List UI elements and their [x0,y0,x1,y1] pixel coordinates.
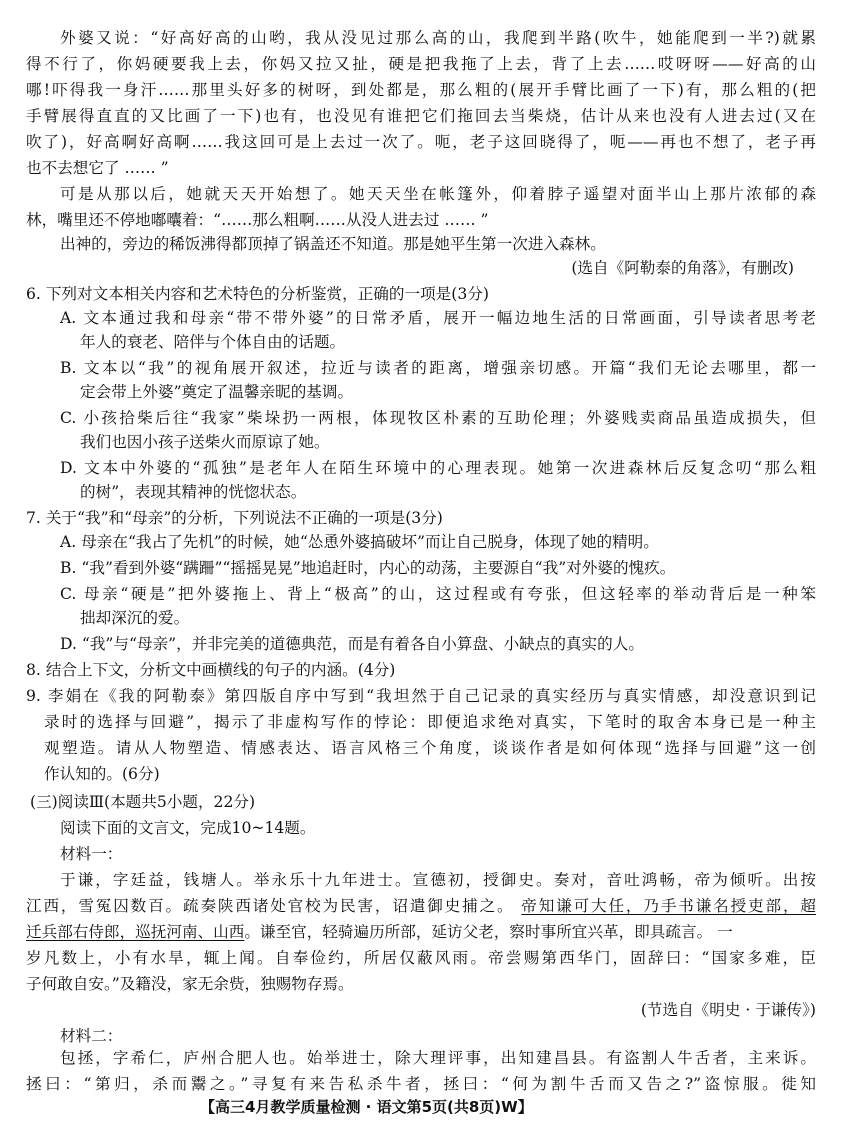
passage-line: 吹了)，好高啊好高啊……我这回可是上去过一次了。呃，老子这回晓得了，呃——再也不想了，老子再 [26,133,816,151]
section-3-intro: 阅读下面的文言文，完成10~14题。 [60,819,316,837]
page-footer: 【高三4月教学质量检测 · 语文第5页(共8页)W】 [200,1098,533,1116]
passage-line: 哪!吓得我一身汗……那里头好多的树呀，到处都是，那么粗的(展开手臂比画了一下)有，那么粗的(把 [26,81,816,99]
question-9-cont: 观塑造。请从人物塑造、情感表达、语言风格三个角度，谈谈作者是如何体现“选择与回避”这一创 [44,739,816,757]
passage-source: (选自《阿勒泰的角落》，有删改) [571,259,794,277]
material-1-line: 迁兵部右侍郎，巡抚河南、山西。谦至官，轻骑遍历所部，延访父老，察时事所宜兴革，即具疏言。 一 [26,923,733,941]
material-2-label: 材料二： [60,1027,123,1045]
q6-option-b: B. 文本以“我”的视角展开叙述，拉近与读者的距离，增强亲切感。开篇“我们无论去哪里，都一 [60,359,816,377]
passage-line: 外婆又说：“好高好高的山哟，我从没见过那么高的山，我爬到半路(吹牛，她能爬到一半?)就累 [60,29,816,47]
material-1-line: 于谦，字廷益，钱塘人。举永乐十九年进士。宣德初，授御史。奏对，音吐鸿畅，帝为倾听。出按 [60,871,816,889]
passage-line: 也不去想它了 …… ” [26,159,169,177]
q6-option-b-cont: 定会带上外婆”奠定了温馨亲昵的基调。 [80,383,354,401]
q6-option-a: A. 文本通过我和母亲“带不带外婆”的日常矛盾，展开一幅边地生活的日常画面，引导读者思考老 [60,309,816,327]
question-6-stem: 6. 下列对文本相关内容和艺术特色的分析鉴赏，正确的一项是(3分) [26,285,489,303]
q7-option-d: D. “我”与“母亲”，并非完美的道德典范，而是有着各自小算盘、小缺点的真实的人。 [60,635,644,653]
question-7-stem: 7. 关于“我”和“母亲”的分析，下列说法不正确的一项是(3分) [26,509,443,527]
q6-option-a-cont: 年人的衰老、陪伴与个体自由的话题。 [80,333,346,351]
material-1-label: 材料一： [60,845,123,863]
material-1-line: 江西，雪冤囚数百。疏奏陕西诸处官校为民害，诏遣御史捕之。 帝知谦可大任，乃手书谦名授吏部，超 [26,897,816,915]
material-1-line: 子何敢自安。”及籍没，家无余赀，独赐物存焉。 [26,975,354,993]
question-9-cont: 录时的选择与回避”，揭示了非虚构写作的悖论：即便追求绝对真实，下笔时的取舍本身已是一种主 [44,713,816,731]
passage-line: 出神的，旁边的稀饭沸得都顶掉了锅盖还不知道。那是她平生第一次进入森林。 [60,235,606,253]
passage-line: 得不行了，你妈硬要我上去，你妈又拉又扯，硬是把我拖了上去，背了上去……哎呀呀——好高的山 [26,55,816,73]
q7-option-b: B. “我”看到外婆“蹒跚”“摇摇晃晃”地追赶时，内心的动荡，主要源自“我”对外婆的愧疚。 [60,559,676,577]
passage-line: 可是从那以后，她就天天开始想了。她天天坐在帐篷外，仰着脖子遥望对面半山上那片浓郁的森 [60,185,816,203]
underlined-sentence: 迁兵部右侍郎，巡抚河南、山西 [26,923,245,941]
material-1-source: (节选自《明史 · 于谦传》) [640,1001,816,1019]
underlined-sentence: 帝知谦可大任，乃手书谦名授吏部，超 [521,897,816,915]
q6-option-c-cont: 我们也因小孩子送柴火而原谅了她。 [80,433,330,451]
q6-option-d: D. 文本中外婆的“孤独”是老年人在陌生环境中的心理表现。她第一次进森林后反复念叨“那么粗 [60,459,816,477]
material-2-line: 包拯，字希仁，庐州合肥人也。始举进士，除大理评事，出知建昌县。有盗割人牛舌者，主来诉。 [60,1049,816,1067]
q6-option-d-cont: 的树”，表现其精神的恍惚状态。 [80,483,307,501]
question-9: 9. 李娟在《我的阿勒泰》第四版自序中写到“我坦然于自己记录的真实经历与真实情感，却没意识到记 [26,687,816,705]
passage-line: 林，嘴里还不停地嘟囔着：“……那么粗啊……从没人进去过 …… ” [26,211,489,229]
q6-option-c: C. 小孩拾柴后往“我家”柴垛扔一两根，体现牧区朴素的互助伦理；外婆贱卖商品虽造成损失，但 [60,409,816,427]
question-9-cont: 作认知的。(6分) [44,765,160,783]
section-3-heading: (三)阅读Ⅲ(本题共5小题，22分) [30,793,256,811]
q7-option-c-cont: 拙却深沉的爱。 [80,609,190,627]
material-1-line: 岁凡数上，小有水旱，辄上闻。自奉俭约，所居仅蔽风雨。帝尝赐第西华门，固辞曰：“国家多难，臣 [26,949,816,967]
material-2-line: 拯曰：“第归，杀而鬻之。”寻复有来告私杀牛者，拯曰：“何为割牛舌而又告之?”盗惊服。徙知 [26,1075,816,1093]
passage-line: 手臂展得直直的又比画了一下)也有，也没见有谁把它们拖回去当柴烧，估计从来也没有人进去过(又在 [26,107,816,125]
q7-option-c: C. 母亲“硬是”把外婆拖上、背上“极高”的山，这过程或有夸张，但这轻率的举动背后是一种笨 [60,585,816,603]
question-8: 8. 结合上下文，分析文中画横线的句子的内涵。(4分) [26,661,396,679]
q7-option-a: A. 母亲在“我占了先机”的时候，她“怂恿外婆搞破坏”而让自己脱身，体现了她的精明。 [60,533,659,551]
